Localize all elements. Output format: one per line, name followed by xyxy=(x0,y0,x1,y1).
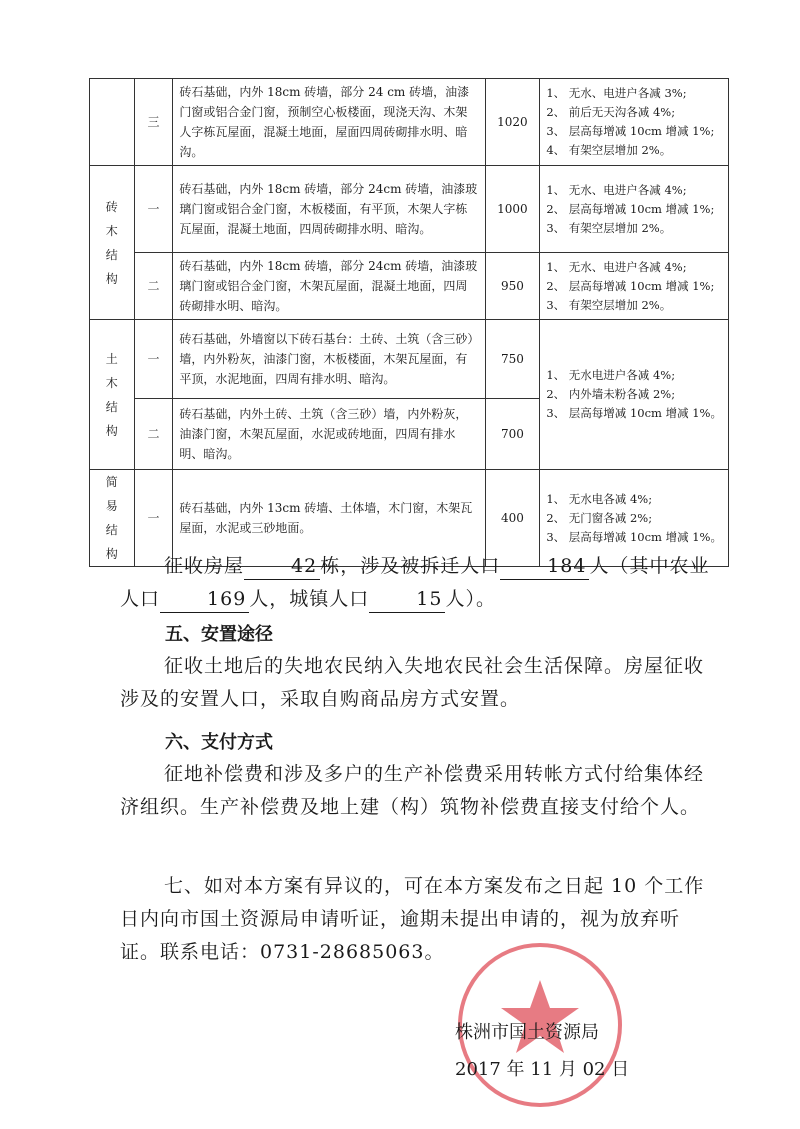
resettlement-paragraph: 征收土地后的失地农民纳入失地农民社会生活保障。房屋征收涉及的安置人口，采取自购商品房方式安置。 xyxy=(120,655,705,710)
price-cell: 750 xyxy=(485,320,540,399)
category-cell: 简易结构 xyxy=(90,470,135,567)
category-cell: 砖木结构 xyxy=(90,166,135,320)
price-cell: 950 xyxy=(485,253,540,320)
grade-cell: 二 xyxy=(134,253,173,320)
grade-cell: 一 xyxy=(134,166,173,253)
grade-cell: 三 xyxy=(134,79,173,166)
payment-paragraph: 征地补偿费和涉及多户的生产补偿费采用转帐方式付给集体经济组织。生产补偿费及地上建（构）筑物补偿费直接支付给个人。 xyxy=(120,763,705,818)
description-cell: 砖石基础，内外土砖、土筑（含三砂）墙，内外粉灰，油漆门窗，木架瓦屋面，水泥或砖地面，四周有排水明、暗沟。 xyxy=(173,399,485,470)
price-cell: 1020 xyxy=(485,79,540,166)
price-cell: 400 xyxy=(485,470,540,567)
grade-cell: 一 xyxy=(134,320,173,399)
population-count: 184 xyxy=(500,553,589,580)
table-row xyxy=(90,79,729,166)
description-cell: 砖石基础，内外 18cm 砖墙，部分 24cm 砖墙，油漆玻璃门窗或铝合金门窗，木架瓦屋面，混凝土地面，四周砖砌排水明、暗沟。 xyxy=(173,253,485,320)
table-row xyxy=(90,320,729,399)
compensation-standards-table xyxy=(89,78,729,567)
resettlement-heading: 五、安置途径 xyxy=(165,624,273,645)
description-cell: 砖石基础，内外 18cm 砖墙，部分 24 cm 砖墙，油漆门窗或铝合金门窗，预制空心板楼面，现浇天沟、木架人字栋瓦屋面，混凝土地面，屋面四周砖砌排水明、暗沟。 xyxy=(173,79,485,166)
price-cell: 1000 xyxy=(485,166,540,253)
houses-count: 42 xyxy=(244,553,320,580)
adjustment-cell: 1、 无水、电进户各减 3%; 2、 前后无天沟各减 4%; 3、 层高每增减 10cm 增减 1%; 4、 有架空层增加 2%。 xyxy=(540,79,729,166)
description-cell: 砖石基础，内外 13cm 砖墙、土体墙，木门窗，木架瓦屋面，水泥或三砂地面。 xyxy=(173,470,485,567)
table-row xyxy=(90,253,729,320)
adjustment-cell: 1、 无水电各减 4%; 2、 无门窗各减 2%; 3、 层高每增减 10cm 增减 1%。 xyxy=(540,470,729,567)
grade-cell: 一 xyxy=(134,470,173,567)
price-cell: 700 xyxy=(485,399,540,470)
signature-date: 2017 年 11 月 02 日 xyxy=(455,1059,630,1080)
population-summary: 征收房屋 42 栋，涉及被拆迁人口 184 人（其中农业人口 169 人，城镇人口 15 人）。 xyxy=(120,550,710,616)
description-cell: 砖石基础，内外 18cm 砖墙，部分 24cm 砖墙，油漆玻璃门窗或铝合金门窗，木板楼面，有平顶，木架人字栋瓦屋面，混凝土地面，四周砖砌排水明、暗沟。 xyxy=(173,166,485,253)
category-cell-blank xyxy=(90,79,135,166)
payment-heading: 六、支付方式 xyxy=(165,732,273,753)
agricultural-count: 169 xyxy=(160,586,249,613)
adjustment-cell-shared: 1、 无水电进户各减 4%; 2、 内外墙未粉各减 2%; 3、 层高每增减 10cm 增减 1%。 xyxy=(540,320,729,470)
category-cell: 土木结构 xyxy=(90,320,135,470)
table-row xyxy=(90,166,729,253)
signature-org: 株洲市国土资源局 xyxy=(455,1022,599,1043)
urban-count: 15 xyxy=(369,586,445,613)
adjustment-cell: 1、 无水、电进户各减 4%; 2、 层高每增减 10cm 增减 1%; 3、 有架空层增加 2%。 xyxy=(540,166,729,253)
grade-cell: 二 xyxy=(134,399,173,470)
description-cell: 砖石基础，外墙窗以下砖石基台：土砖、土筑（含三砂）墙，内外粉灰，油漆门窗，木板楼面，木架瓦屋面，有平顶，水泥地面，四周有排水明、暗沟。 xyxy=(173,320,485,399)
adjustment-cell: 1、 无水、电进户各减 4%; 2、 层高每增减 10cm 增减 1%; 3、 有架空层增加 2%。 xyxy=(540,253,729,320)
objection-paragraph: 七、如对本方案有异议的，可在本方案发布之日起 10 个工作日内向市国土资源局申请听证，逾期未提出申请的，视为放弃听证。联系电话：0731-28685063。 xyxy=(120,875,705,963)
